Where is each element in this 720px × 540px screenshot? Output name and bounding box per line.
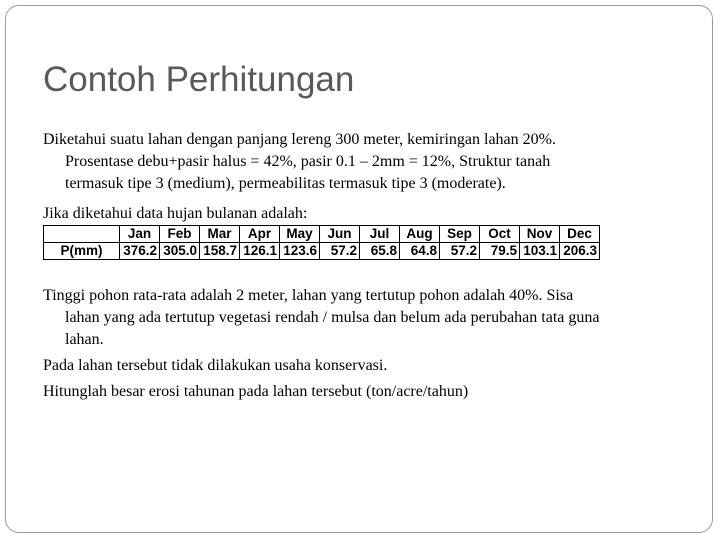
rainfall-value: 79.5	[480, 243, 520, 260]
month-header: Jun	[320, 226, 360, 243]
rainfall-header-row	[44, 226, 600, 243]
rainfall-value: 57.2	[440, 243, 480, 260]
rainfall-value: 65.8	[360, 243, 400, 260]
rain-intro: Jika diketahui data hujan bulanan adalah:	[43, 205, 308, 222]
month-header: Jan	[120, 226, 160, 243]
month-header: Jul	[360, 226, 400, 243]
rainfall-value: 57.2	[320, 243, 360, 260]
rainfall-value: 376.2	[120, 243, 160, 260]
month-header: Dec	[560, 226, 600, 243]
statement-line-2: Prosentase debu+pasir halus = 42%, pasir 0.1 – 2mm = 12%, Struktur tanah	[65, 153, 551, 170]
rainfall-value: 305.0	[160, 243, 200, 260]
statement-line-1: Diketahui suatu lahan dengan panjang lereng 300 meter, kemiringan lahan 20%.	[43, 131, 556, 148]
rainfall-value: 103.1	[520, 243, 560, 260]
row-label: P(mm)	[44, 243, 120, 260]
month-header: May	[280, 226, 320, 243]
month-header: Sep	[440, 226, 480, 243]
month-header: Oct	[480, 226, 520, 243]
rainfall-value-row	[44, 243, 600, 260]
month-header: Nov	[520, 226, 560, 243]
problem-statement	[43, 129, 683, 195]
rainfall-table	[43, 225, 600, 260]
month-header: Feb	[160, 226, 200, 243]
conservation-statement: Pada lahan tersebut tidak dilakukan usaha konservasi.	[43, 357, 388, 374]
table-corner-cell	[44, 226, 120, 243]
vegetation-statement	[43, 285, 683, 351]
rainfall-value: 126.1	[240, 243, 280, 260]
month-header: Aug	[400, 226, 440, 243]
rainfall-value: 64.8	[400, 243, 440, 260]
month-header: Mar	[200, 226, 240, 243]
slide-title: Contoh Perhitungan	[43, 60, 355, 99]
vegetation-line-3: lahan.	[65, 331, 104, 348]
month-header: Apr	[240, 226, 280, 243]
rainfall-value: 206.3	[560, 243, 600, 260]
rainfall-value: 158.7	[200, 243, 240, 260]
vegetation-line-1: Tinggi pohon rata-rata adalah 2 meter, lahan yang tertutup pohon adalah 40%. Sisa	[43, 287, 574, 304]
rainfall-value: 123.6	[280, 243, 320, 260]
question-statement: Hitunglah besar erosi tahunan pada lahan tersebut (ton/acre/tahun)	[43, 383, 469, 400]
vegetation-line-2: lahan yang ada tertutup vegetasi rendah / mulsa dan belum ada perubahan tata guna	[65, 309, 600, 326]
statement-line-3: termasuk tipe 3 (medium), permeabilitas termasuk tipe 3 (moderate).	[65, 175, 506, 192]
